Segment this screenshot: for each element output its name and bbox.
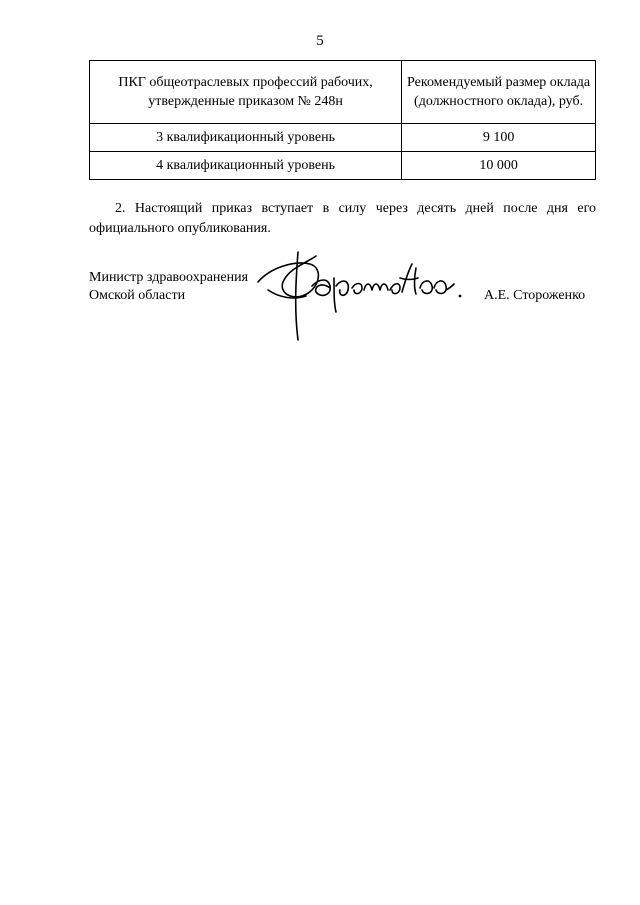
table-header-recommended-salary: Рекомендуемый размер оклада (должностного оклада), руб. [402, 61, 596, 124]
page-number: 5 [316, 33, 324, 49]
table-header-row [90, 61, 596, 124]
table-row [90, 152, 596, 180]
salary-table [89, 60, 596, 180]
table-cell-salary: 9 100 [402, 124, 596, 152]
signer-title-line-2: Омской области [89, 288, 186, 303]
table-cell-level: 4 квалификационный уровень [90, 152, 402, 180]
table-header-qualification-group: ПКГ общеотраслевых профессий рабочих, утвержденные приказом № 248н [90, 61, 402, 124]
table-cell-salary: 10 000 [402, 152, 596, 180]
signer-title [89, 269, 248, 305]
effective-date-paragraph: 2. Настоящий приказ вступает в силу через десять дней после дня его официального опубликования. [89, 201, 596, 236]
table-row [90, 124, 596, 152]
table-cell-level: 3 квалификационный уровень [90, 124, 402, 152]
handwritten-signature [250, 238, 470, 348]
signer-title-line-1: Министр здравоохранения [89, 270, 249, 285]
signer-name: А.Е. Стороженко [484, 288, 586, 303]
